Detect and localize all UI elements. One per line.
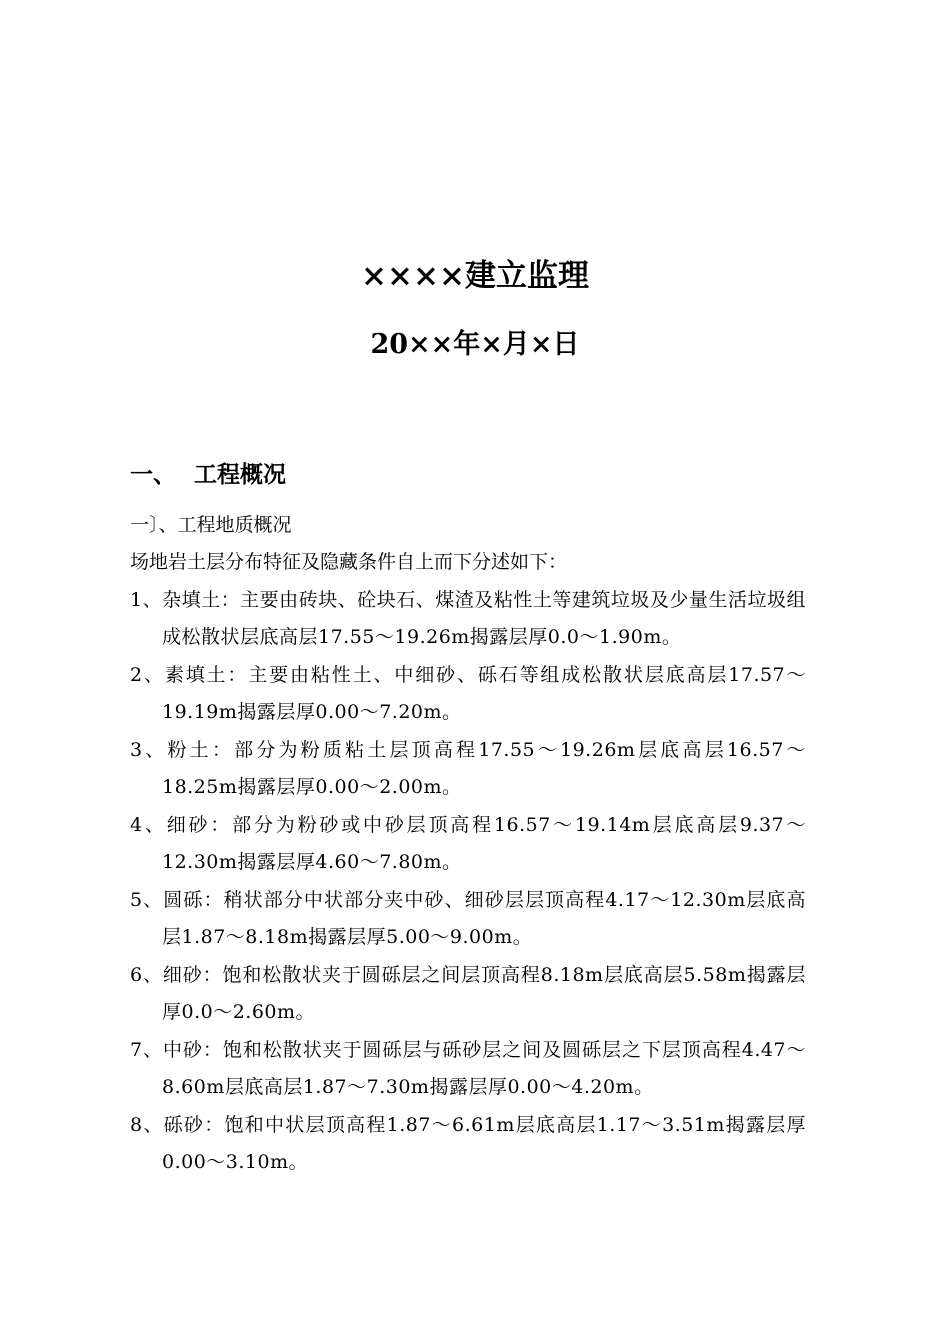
section-number: 一、	[130, 461, 176, 488]
soil-layer-list	[130, 582, 806, 1182]
intro-paragraph: 场地岩土层分布特征及隐藏条件自上而下分述如下：	[130, 551, 568, 573]
soil-layer-item: 7、中砂：饱和松散状夹于圆砾层与砾砂层之间及圆砾层之下层顶高程4.47～8.60m层底高层1.87～7.30m揭露层厚0.00～4.20m。	[130, 1039, 806, 1098]
soil-layer-item: 5、圆砾：稍状部分中状部分夹中砂、细砂层层顶高程4.17～12.30m层底高层1.87～8.18m揭露层厚5.00～9.00m。	[130, 889, 806, 948]
soil-layer-item: 8、砾砂：饱和中状层顶高程1.87～6.61m层底高层1.17～3.51m揭露层厚0.00～3.10m。	[130, 1114, 806, 1173]
soil-layer-item: 1、杂填土：主要由砖块、砼块石、煤渣及粘性土等建筑垃圾及少量生活垃圾组成松散状层底高层17.55～19.26m揭露层厚0.0～1.90m。	[130, 589, 806, 648]
soil-layer-item: 4、细砂：部分为粉砂或中砂层顶高程16.57～19.14m层底高层9.37～12.30m揭露层厚4.60～7.80m。	[130, 814, 806, 873]
soil-layer-item: 6、细砂：饱和松散状夹于圆砾层之间层顶高程8.18m层底高层5.58m揭露层厚0.0～2.60m。	[130, 964, 806, 1023]
report-date: 20××年×月×日	[370, 329, 580, 360]
soil-layer-item: 2、素填土：主要由粘性土、中细砂、砾石等组成松散状层底高层17.57～19.19m揭露层厚0.00～7.20m。	[130, 664, 806, 723]
company-name: ××××建立监理	[361, 258, 589, 294]
section-title: 工程概况	[194, 461, 286, 488]
section-heading	[130, 458, 286, 492]
soil-layer-item: 3、粉土：部分为粉质粘土层顶高程17.55～19.26m层底高层16.57～18.25m揭露层厚0.00～2.00m。	[130, 739, 806, 798]
subsection-title: 一〕、工程地质概况	[130, 514, 292, 536]
